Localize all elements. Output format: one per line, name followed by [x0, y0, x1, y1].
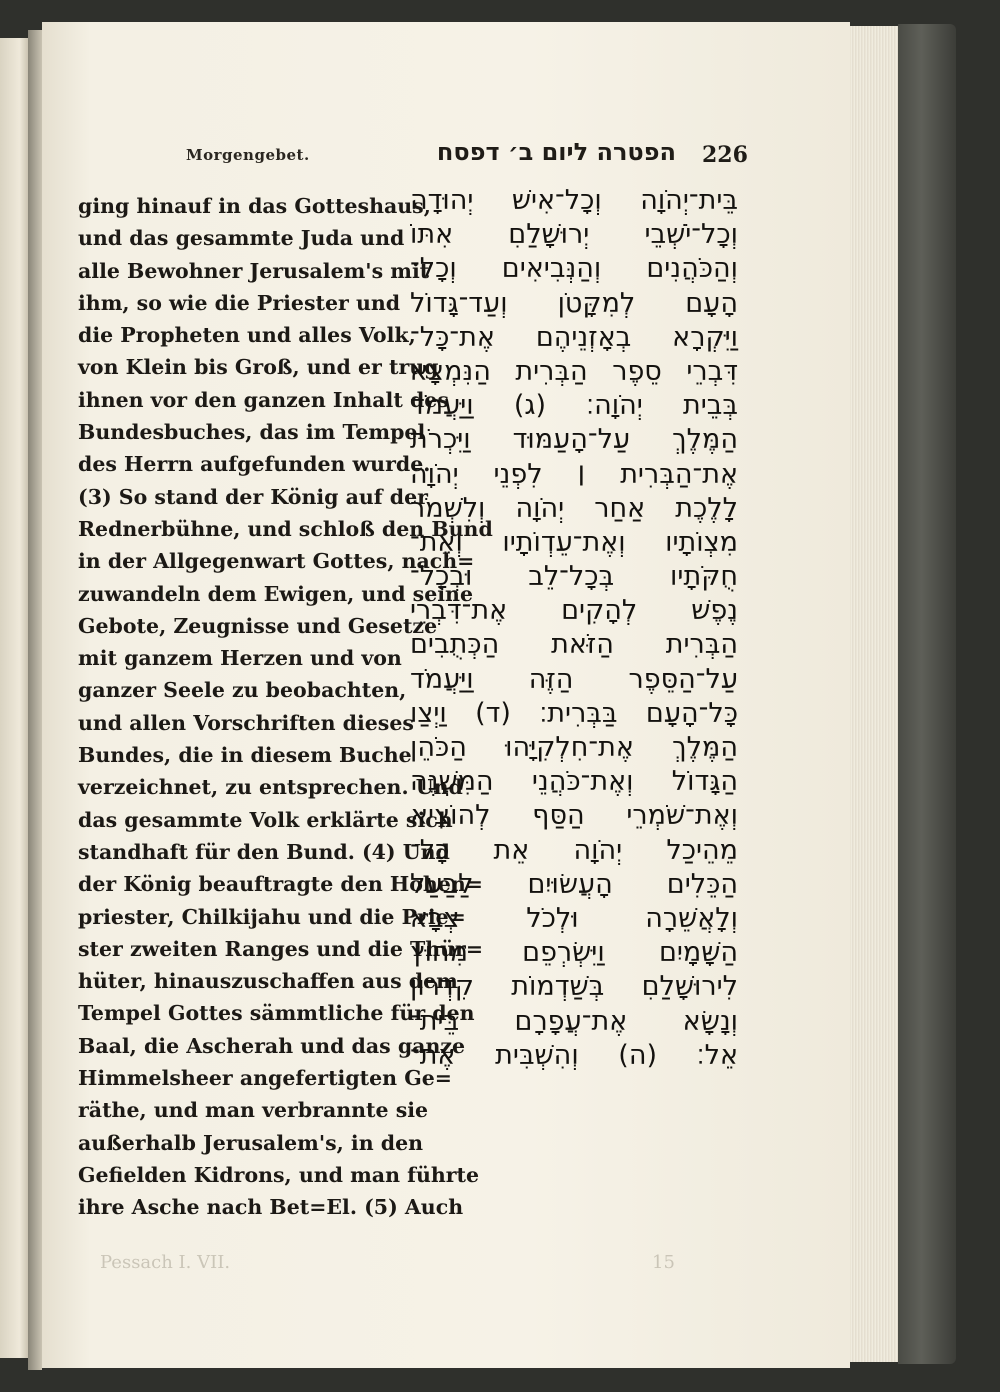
german-line: und das gesammte Juda und [78, 226, 405, 251]
german-line: ster zweiten Ranges und die Thür= [78, 936, 484, 961]
german-line: räthe, und man verbrannte sie [78, 1098, 429, 1123]
german-line: verzeichnet, zu entsprechen. Und [78, 775, 463, 800]
hebrew-line: בְּבֵית יְהֹוָה׃ (ג) וַיַּעֲמֹד [410, 390, 738, 422]
hebrew-line: כָּל־הָעָם בַּבְּרִית׃ (ד) וַיְצַו [410, 697, 738, 729]
german-line: zuwandeln dem Ewigen, und seine [78, 581, 474, 606]
hebrew-line: אֵל׃ (ה) וְהִשְׁבִּית אֶת־ [410, 1039, 738, 1071]
german-line: ihm, so wie die Priester und [78, 290, 401, 315]
hebrew-line: מִצְוֹתָיו וְאֶת־עֵדְוֹתָיו וְאֶת־ [410, 526, 738, 558]
german-line: hüter, hinauszuschaffen aus dem [78, 969, 458, 994]
german-line: das gesammte Volk erklärte sich [78, 807, 453, 832]
german-line: Rednerbühne, und schloß den Bund [78, 516, 493, 541]
hebrew-line: וְכָל־יֹשְׁבֵי יְרוּשָׁלַםִ אִתּוֹ [410, 219, 738, 251]
german-line: mit ganzem Herzen und von [78, 646, 402, 671]
german-line: Himmelsheer angefertigten Ge= [78, 1066, 452, 1091]
hebrew-line: מֵהֵיכַל יְהֹוָה אֵת כָּל־ [410, 834, 738, 866]
book-gutter [28, 30, 42, 1370]
hebrew-line: וְלָאֲשֵׁרָה וּלְכֹל צְבָא [410, 902, 738, 934]
hebrew-line: הַכֵּלִים הָעֲשׂוּיִם לַבַּעַל [410, 868, 738, 900]
left-page-edge [0, 38, 28, 1358]
page-edges [850, 26, 898, 1362]
bleed-through-right: 15 [652, 1252, 675, 1273]
german-line: und allen Vorschriften dieses [78, 710, 414, 735]
hebrew-line: בֵּית־יְהֹוָה וְכָל־אִישׁ יְהוּדָה [410, 185, 738, 216]
hebrew-line: הַגָּדוֹל וְאֶת־כֹּהֲנֵי הַמִּשְׁנֶה [410, 766, 738, 798]
hebrew-line: לָלֶכֶת אַחַר יְהֹוָה וְלִשְׁמֹר [410, 492, 738, 524]
german-line: von Klein bis Groß, und er trug [78, 355, 439, 380]
hebrew-line: הַמֶּלֶךְ אֶת־חִלְקִיָּהוּ הַכֹּהֵן [410, 732, 738, 763]
hebrew-line: וְאֶת־שֹׁמְרֵי הַסַּף לְהוֹצִיא [410, 800, 738, 832]
german-line: Bundesbuches, das im Tempel [78, 420, 426, 445]
german-line: Bundes, die in diesem Buche [78, 743, 412, 768]
hebrew-line: וְהַכֹּהֲנִים וְהַנְּבִיאִים וְכָל־ [410, 253, 738, 285]
german-line: Gefielden Kidrons, und man führte [78, 1162, 480, 1187]
hebrew-line: הַבְּרִית הַזֹּאת הַכְּתֻבִים [410, 629, 738, 661]
hebrew-line: וַיִּקְרָא בְאָזְנֵיהֶם אֶת־כָּל־ [410, 321, 738, 353]
german-line: Baal, die Ascherah und das ganze [78, 1033, 466, 1058]
bleed-through-left: Pessach I. VII. [100, 1252, 231, 1273]
hebrew-text-column [410, 184, 738, 1073]
hebrew-line: דִּבְרֵי סֵפֶר הַבְּרִית הַנִּמְצָא [410, 355, 738, 387]
page-number: 226 [702, 142, 748, 168]
german-line: priester, Chilkijahu und die Prie= [78, 904, 466, 929]
german-line: die Propheten und alles Volk, [78, 323, 416, 348]
hebrew-line: וְנָשָׂא אֶת־עֲפָרָם בֵּית־ [410, 1005, 738, 1037]
german-translation-column [78, 190, 493, 1224]
running-header-german: Morgengebet. [186, 146, 310, 164]
hebrew-line: הַמֶּלֶךְ עַל־הָעַמּוּד וַיִּכְרֹת [410, 424, 738, 456]
german-line: ihre Asche nach Bet=El. (5) Auch [78, 1195, 464, 1220]
hebrew-line: נֶפֶשׁ לְהָקִים אֶת־דִּבְרֵי [410, 595, 738, 627]
hebrew-line: עַל־הַסֵּפֶר הַזֶּה וַיַּעֲמֹד [410, 663, 738, 695]
hebrew-line: הַשָּׁמָיִם וַיִּשְׂרְפֵם מִחוּץ [410, 937, 738, 969]
german-line: Gebote, Zeugnisse und Gesetze [78, 613, 438, 638]
german-line: der König beauftragte den Hohen= [78, 872, 483, 897]
german-line: ihnen vor den ganzen Inhalt des [78, 387, 449, 412]
hebrew-line: אֶת־הַבְּרִית ׀ לִפְנֵי יְהֹוָה [410, 458, 738, 490]
german-line: standhaft für den Bund. (4) Und [78, 839, 450, 864]
german-line: außerhalb Jerusalem's, in den [78, 1130, 424, 1155]
running-header-hebrew: הפטרה ליום ב׳ דפסח [436, 138, 676, 166]
german-line: alle Bewohner Jerusalem's mit [78, 258, 430, 283]
book-cover-edge [898, 24, 956, 1364]
hebrew-line: לִירוּשָׁלַםִ בְּשַׁדְמוֹת קִדְרוֹן [410, 971, 738, 1003]
german-line: ging hinauf in das Gotteshaus, [78, 194, 431, 218]
hebrew-line: חֻקֹּתָיו בְּכָל־לֵב וּבְכָל־ [410, 561, 738, 593]
german-line: Tempel Gottes sämmtliche für den [78, 1001, 475, 1026]
hebrew-line: הָעָם לְמִקָּטֹן וְעַד־גָּדוֹל [410, 287, 738, 319]
german-line: in der Allgegenwart Gottes, nach= [78, 549, 475, 574]
german-line: (3) So stand der König auf der [78, 484, 428, 509]
german-line: des Herrn aufgefunden wurde. [78, 452, 431, 477]
german-line: ganzer Seele zu beobachten, [78, 678, 407, 703]
